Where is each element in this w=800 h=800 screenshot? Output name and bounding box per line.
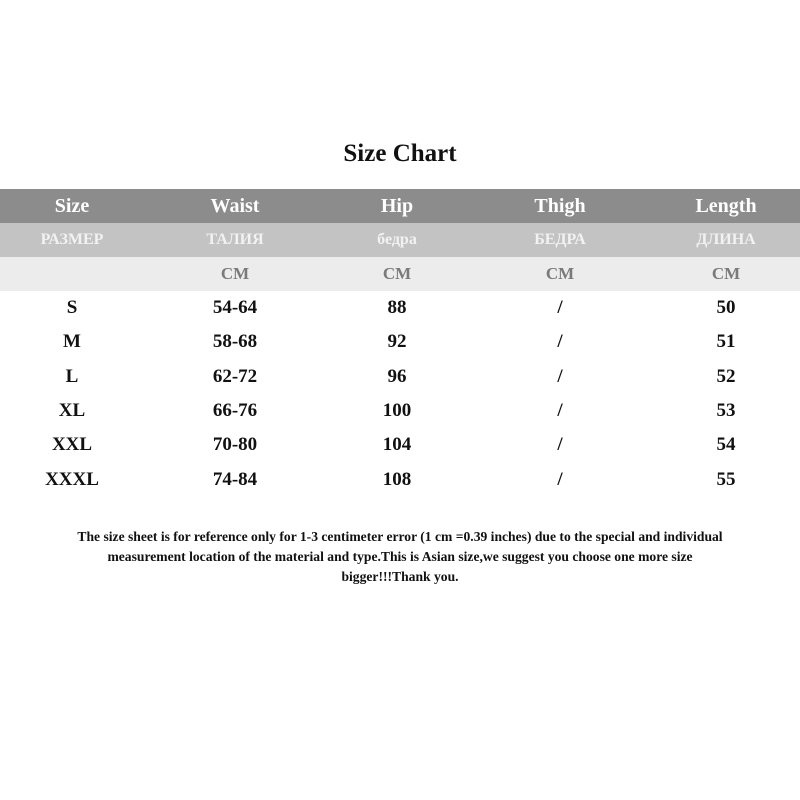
header-size: Size (54, 194, 90, 217)
header-row-units (0, 257, 800, 291)
cell-size: S (66, 297, 78, 319)
unit-size (0, 257, 144, 291)
cell-hip: 108 (382, 468, 412, 490)
cell-hip: 88 (387, 297, 407, 319)
table-row (0, 394, 800, 428)
size-table (0, 189, 800, 497)
cell-length: 54 (716, 434, 736, 456)
header-hip: Hip (380, 194, 414, 217)
table-row (0, 428, 800, 462)
cell-thigh: / (557, 331, 563, 353)
cell-thigh: / (557, 297, 563, 319)
cell-length: 55 (716, 468, 736, 490)
cell-hip: 96 (387, 365, 407, 387)
header-size-ru: РАЗМЕР (40, 231, 104, 248)
cell-waist: 58-68 (212, 331, 258, 353)
header-row-english (0, 189, 800, 223)
header-length-ru: ДЛИНА (696, 231, 756, 248)
cell-length: 52 (716, 365, 736, 387)
cell-thigh: / (557, 468, 563, 490)
cell-hip: 92 (387, 331, 407, 353)
cell-size: XXL (51, 434, 93, 456)
unit-thigh: CM (545, 264, 575, 283)
note-line: measurement location of the material and type.This is Asian size,we suggest you choose one more size (107, 549, 693, 564)
cell-thigh: / (557, 400, 563, 422)
cell-thigh: / (557, 434, 563, 456)
size-note (0, 527, 800, 587)
table-row (0, 291, 800, 325)
cell-waist: 54-64 (212, 297, 258, 319)
header-length: Length (695, 194, 757, 217)
table-row (0, 325, 800, 359)
table-row (0, 360, 800, 394)
cell-length: 53 (716, 400, 736, 422)
cell-waist: 66-76 (212, 400, 258, 422)
note-line: bigger!!!Thank you. (341, 569, 459, 584)
unit-waist: CM (220, 264, 250, 283)
note-line: The size sheet is for reference only for 1-3 centimeter error (1 cm =0.39 inches) due to the special and individual (77, 529, 723, 544)
header-thigh: Thigh (534, 194, 586, 217)
cell-hip: 104 (382, 434, 412, 456)
cell-waist: 70-80 (212, 434, 258, 456)
cell-waist: 74-84 (212, 468, 258, 490)
cell-size: L (65, 365, 79, 387)
header-row-russian (0, 223, 800, 257)
unit-hip: CM (382, 264, 412, 283)
header-waist-ru: ТАЛИЯ (206, 231, 264, 248)
header-hip-ru: бедра (377, 231, 417, 248)
cell-size: M (63, 331, 81, 353)
cell-length: 50 (716, 297, 736, 319)
header-waist: Waist (210, 194, 260, 217)
unit-length: CM (711, 264, 741, 283)
cell-size: XXXL (45, 468, 99, 490)
cell-hip: 100 (382, 400, 412, 422)
cell-waist: 62-72 (212, 365, 258, 387)
cell-length: 51 (716, 331, 736, 353)
page-title: Size Chart (343, 140, 457, 167)
cell-thigh: / (557, 365, 563, 387)
table-row (0, 462, 800, 496)
header-thigh-ru: БЕДРА (534, 231, 586, 248)
cell-size: XL (58, 400, 86, 422)
